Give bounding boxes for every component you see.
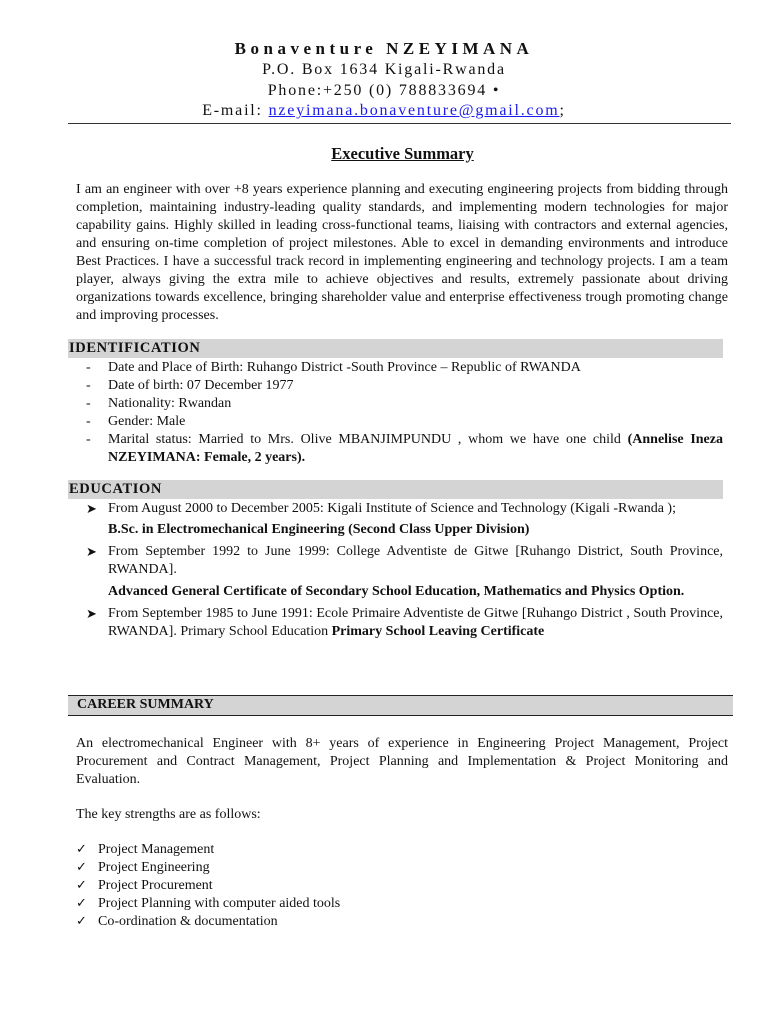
email-link[interactable]: nzeyimana.bonaventure@gmail.com (268, 102, 560, 119)
career-summary-section-header (68, 695, 733, 716)
career-summary-title: CAREER SUMMARY (77, 697, 214, 712)
list-item (86, 413, 723, 431)
list-item (86, 395, 723, 413)
dash-bullet: - (86, 396, 91, 411)
dash-bullet: - (86, 360, 91, 375)
list-item (76, 913, 340, 931)
check-icon: ✓ (76, 896, 87, 911)
check-icon: ✓ (76, 842, 87, 857)
education-entry-text: From September 1992 to June 1999: College Adventiste de Gitwe [Ruhango District, South Province, RWANDA]. (108, 544, 723, 577)
dash-bullet: - (86, 378, 91, 393)
identification-section-header (68, 339, 723, 358)
dash-bullet: - (86, 414, 91, 429)
list-item (76, 841, 340, 859)
identification-birth-place: Date and Place of Birth: Ruhango District -South Province – Republic of RWANDA (108, 360, 581, 375)
career-summary-text: An electromechanical Engineer with 8+ years of experience in Engineering Project Management, Project Procurement and Contract Management, Project Planning and Implementation & Project Monitoring and Evaluation. (76, 736, 728, 787)
education-entry-text: From September 1985 to June 1991: Ecole Primaire Adventiste de Gitwe [Ruhango District , South Province, RWANDA]. Primary School Education (108, 606, 723, 639)
key-strengths-title: The key strengths are as follows: (76, 807, 261, 822)
dash-bullet: - (86, 432, 91, 447)
email-line (0, 101, 768, 122)
candidate-name: Bonaventure NZEYIMANA (234, 39, 534, 58)
strength-item: Project Planning with computer aided tools (98, 896, 341, 911)
education-entry-text: From August 2000 to December 2005: Kigali Institute of Science and Technology (Kigali -Rwanda ); (108, 501, 676, 516)
postal-address: P.O. Box 1634 Kigali-Rwanda (262, 61, 506, 78)
identification-marital-status: Marital status: Married to Mrs. Olive MBANJIMPUNDU , whom we have one child (108, 432, 628, 447)
phone-number: Phone:+250 (0) 788833694 • (267, 81, 501, 99)
list-item (86, 359, 723, 377)
check-icon: ✓ (76, 914, 87, 929)
identification-list (86, 359, 723, 467)
executive-summary-text: I am an engineer with over +8 years experience planning and executing engineering projects from bidding through completion, maintaining industry-leading quality standards, and implementing modern technologies for major capability gains. Highly skilled in leading cross-functional teams, liaising with contractors and external agencies, and ensuring on-time completion of project milestones. Able to excel in demanding environments and introduce Best Practices. I have a successful track record in implementing engineering and technology projects. I am a team player, always giving the extra mile to achieve objectives and results, extremely passionate about driving organizations towards excellence, bringing shareholder value and enterprise effectiveness trough promoting change and improving processes. (76, 182, 728, 323)
identification-birth-date: Date of birth: 07 December 1977 (108, 378, 294, 393)
email-suffix: ; (559, 102, 566, 119)
check-icon: ✓ (76, 860, 87, 875)
check-icon: ✓ (76, 878, 87, 893)
education-degree: Primary School Leaving Certificate (331, 624, 545, 639)
list-item (86, 543, 723, 601)
executive-summary-title: Executive Summary (331, 144, 474, 163)
identification-nationality: Nationality: Rwandan (108, 396, 232, 411)
strength-item: Project Procurement (98, 878, 213, 893)
header-divider (68, 123, 731, 124)
list-item (76, 895, 340, 913)
education-title: EDUCATION (69, 481, 162, 497)
identification-title: IDENTIFICATION (69, 340, 201, 356)
education-section-header (68, 480, 723, 499)
list-item (86, 431, 723, 467)
list-item (76, 877, 340, 895)
strength-item: Project Management (98, 842, 215, 857)
resume-header (0, 38, 768, 122)
education-degree: B.Sc. in Electromechanical Engineering (Second Class Upper Division) (108, 522, 530, 537)
education-degree: Advanced General Certificate of Secondary School Education, Mathematics and Physics Option. (108, 584, 685, 599)
list-item (86, 500, 723, 539)
key-strengths-list (76, 841, 340, 931)
arrow-bullet-icon: ➤ (86, 606, 97, 621)
email-label: E-mail: (202, 102, 269, 119)
arrow-bullet-icon: ➤ (86, 544, 97, 559)
education-list (86, 500, 723, 641)
list-item (76, 859, 340, 877)
identification-gender: Gender: Male (108, 414, 186, 429)
list-item (86, 377, 723, 395)
arrow-bullet-icon: ➤ (86, 501, 97, 516)
list-item (86, 605, 723, 641)
strength-item: Project Engineering (98, 860, 210, 875)
strength-item: Co-ordination & documentation (98, 914, 278, 929)
identification-child: (Annelise Ineza NZEYIMANA: Female, 2 years). (108, 432, 723, 465)
